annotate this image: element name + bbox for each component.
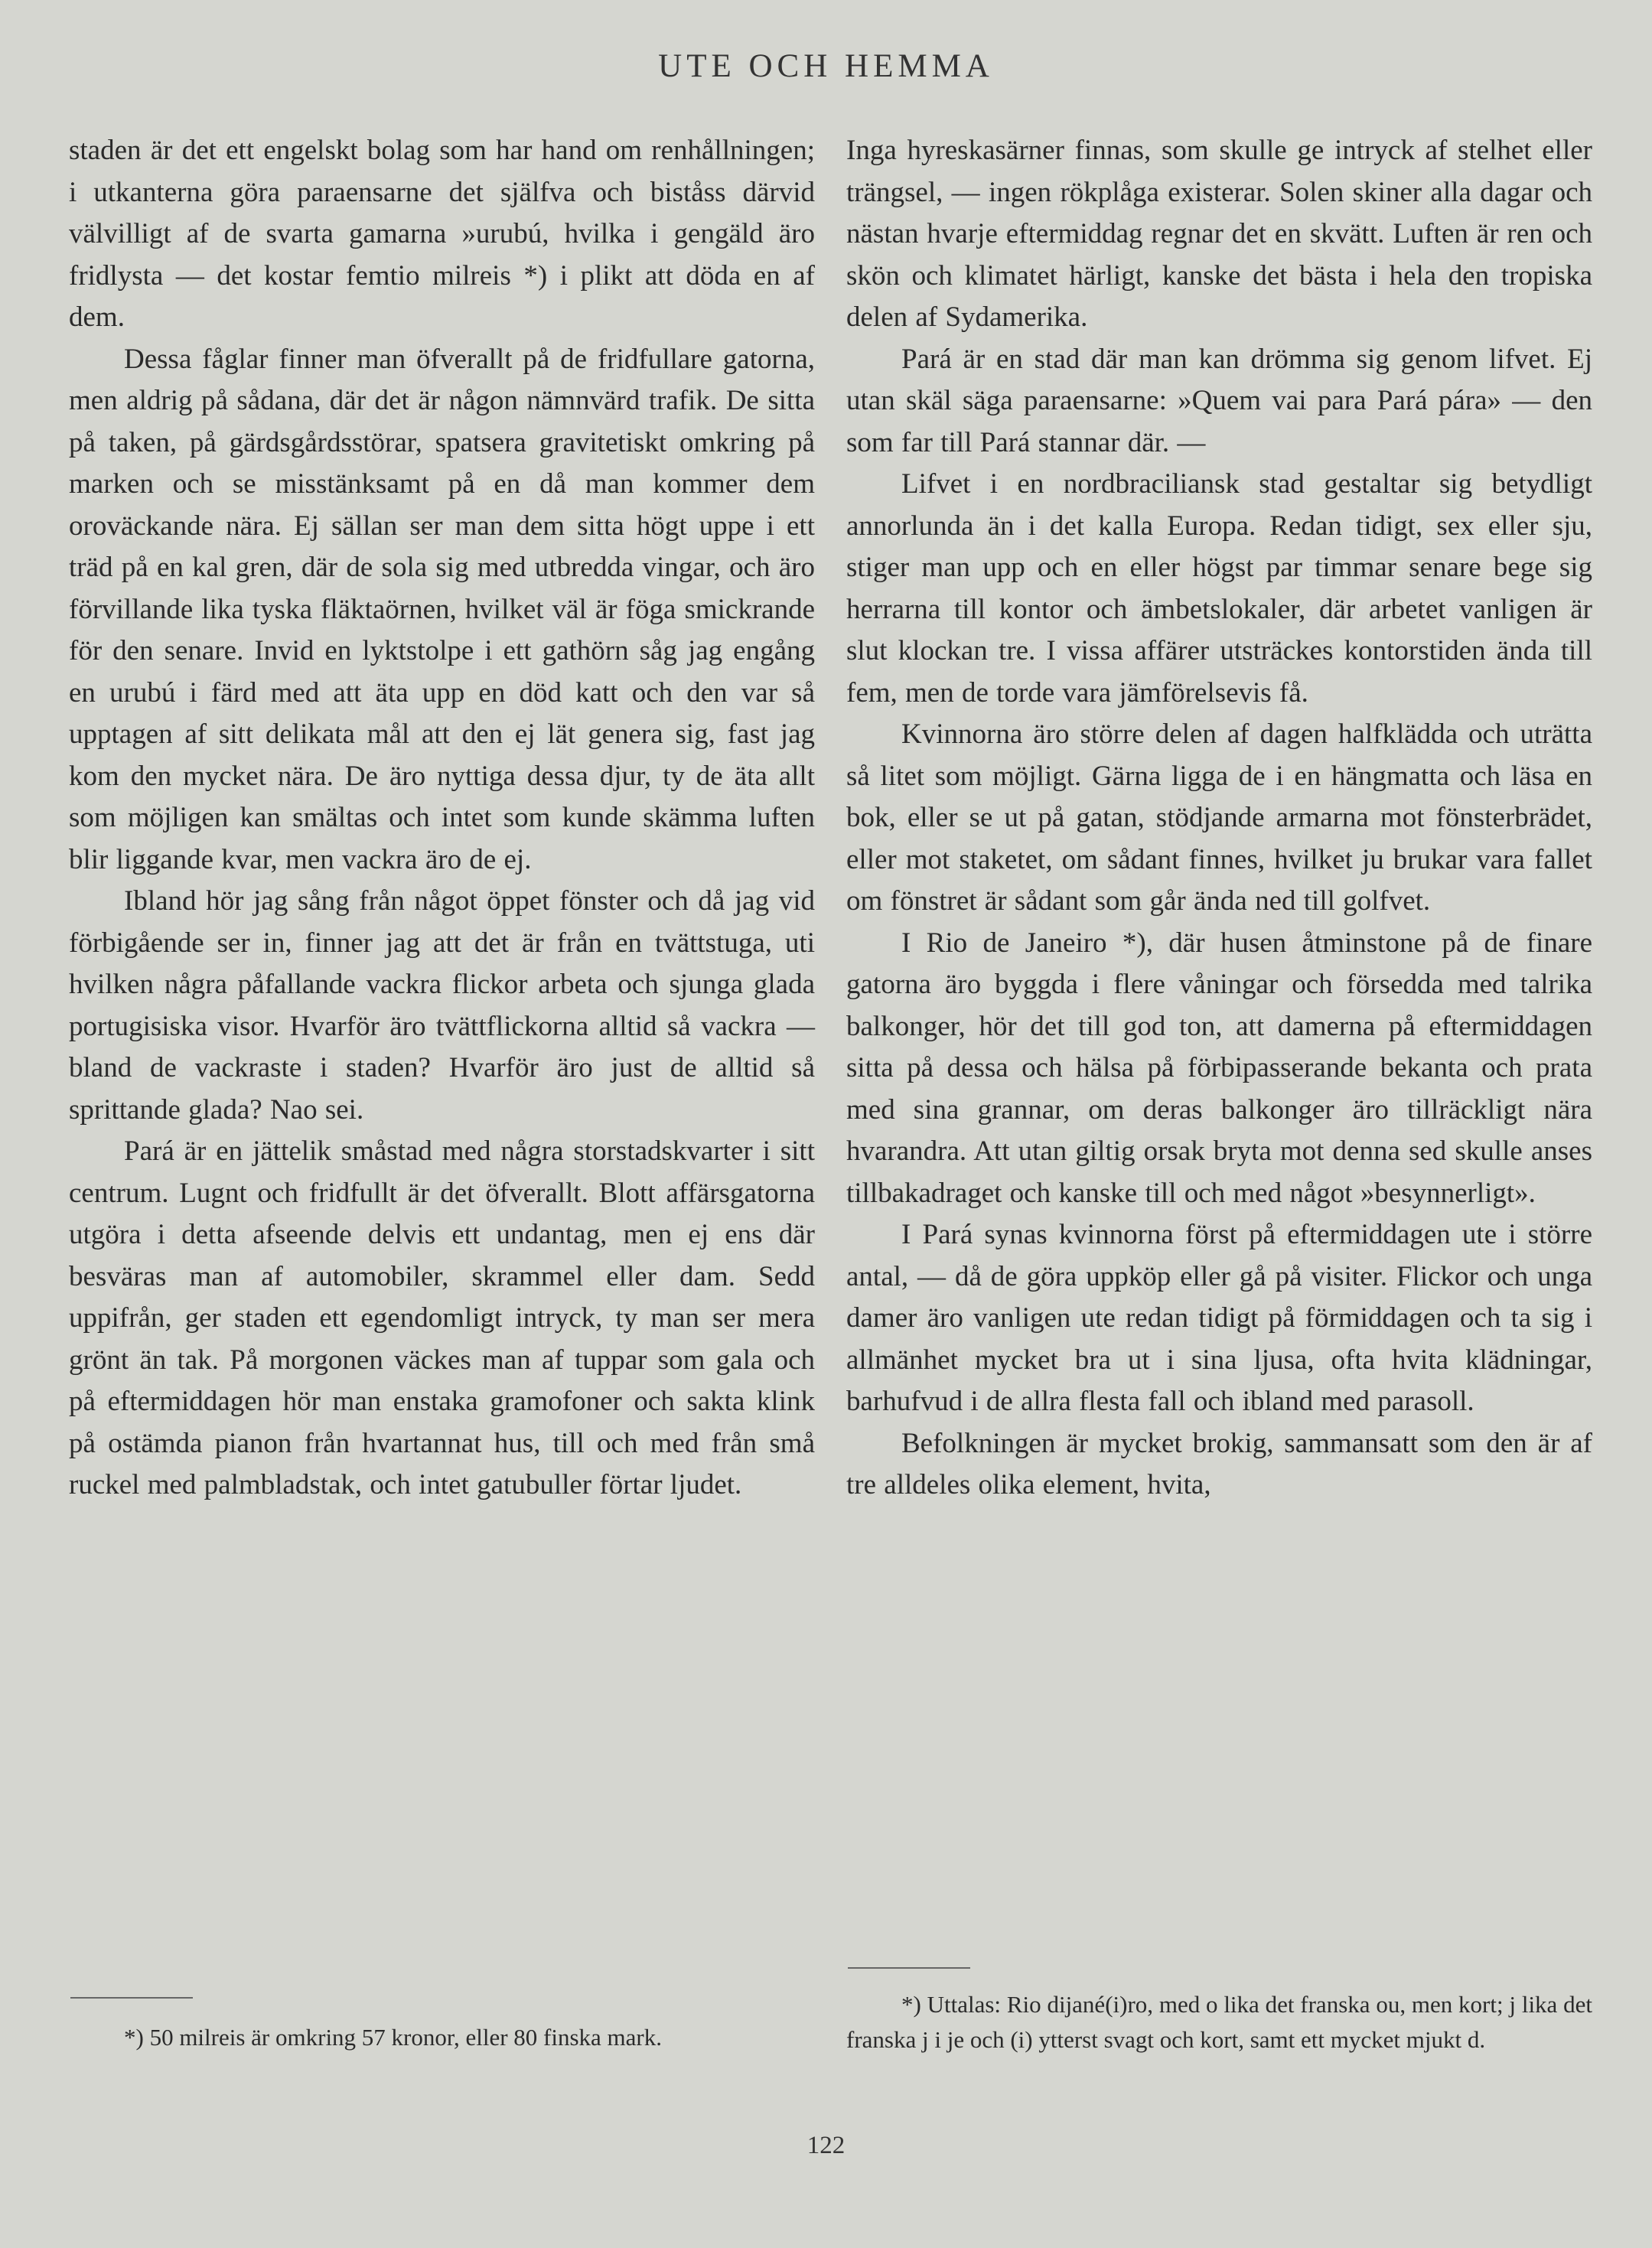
footnote-divider [848, 1967, 970, 1969]
paragraph: Pará är en jättelik småstad med några storstadskvarter i sitt centrum. Lugnt och fridfullt är det öfverallt. Blott affärsgatorna utgöra i detta afseende delvis ett undantag, men ej ens där besväras man af automobiler, skrammel eller dam. Sedd uppifrån, ger staden ett egendomligt intryck, ty man ser mera grönt än tak. På morgonen väckes man af tuppar som gala och på eftermiddagen hör man enstaka gramofoner och sakta klink på ostämda pianon från hvartannat hus, till och med från små ruckel med palmbladstak, och intet gatubuller förtar ljudet. [69, 1135, 815, 1500]
paragraph: Ibland hör jag sång från något öppet fönster och då jag vid förbigående ser in, finner jag att det är från en tvättstuga, uti hvilken några påfallande vackra flickor arbeta och sjunga glada portugisiska visor. Hvarför äro tvättflickorna alltid så vackra — bland de vackraste i staden? Hvarför äro just de alltid så sprittande glada? Nao sei. [69, 885, 815, 1126]
paragraph: Dessa fåglar finner man öfverallt på de fridfullare gatorna, men aldrig på sådana, där det är någon nämnvärd trafik. De sitta på taken, på gärdsgårdsstörar, spatsera gravitetiskt omkring på marken och se misstänksamt på en då man kommer dem oroväckande nära. Ej sällan ser man dem sitta högt uppe i ett träd på en kal gren, där de sola sig med utbredda vingar, och äro förvillande lika tyska fläktaörnen, hvilket väl är föga smickrande för den senare. Invid en lyktstolpe i ett gathörn såg jag engång en urubú i färd med att äta upp en död katt och den var så upptagen af sitt delikata mål att den ej lät genera sig, fast jag kom den mycket nära. De äro nyttiga dessa djur, ty de äta allt som möjligen kan smältas och intet som kunde skämma luften blir liggande kvar, men vackra äro de ej. [69, 343, 815, 875]
right-column [846, 130, 1592, 1507]
paragraph: Befolkningen är mycket brokig, sammansatt som den är af tre alldeles olika element, hvita, [846, 1427, 1592, 1500]
footnote-divider [70, 1997, 193, 1999]
paragraph: Kvinnorna äro större delen af dagen halfklädda och uträtta så litet som möjligt. Gärna ligga de i en hängmatta och läsa en bok, eller se ut på gatan, stödjande armarna mot fönsterbrädet, eller mot staketet, om sådant finnes, hvilket ju brukar vara fallet om fönstret är sådant som går ända ned till golfvet. [846, 718, 1592, 917]
paragraph: staden är det ett engelskt bolag som har hand om renhållningen; i utkanterna göra paraensarne det själfva och biståss därvid välvilligt af de svarta gamarna »urubú, hvilka i gengäld äro fridlysta — det kostar femtio milreis *) i plikt att döda en af dem. [69, 135, 815, 333]
running-header: UTE OCH HEMMA [658, 48, 994, 84]
page-number: 122 [806, 2132, 846, 2159]
paragraph: Inga hyreskasärner finnas, som skulle ge intryck af stelhet eller trängsel, — ingen rökplåga existerar. Solen skiner alla dagar och nästan hvarje eftermiddag regnar det en skvätt. Luften är ren och skön och klimatet härligt, kanske det bästa i hela den tropiska delen af Sydamerika. [846, 135, 1592, 333]
footnote-left: *) 50 milreis är omkring 57 kronor, eller 80 finska mark. [124, 2024, 662, 2051]
paragraph: Lifvet i en nordbraciliansk stad gestaltar sig betydligt annorlunda än i det kalla Europa. Redan tidigt, sex eller sju, stiger man upp och en eller högst par timmar senare bege sig herrarna till kontor och ämbetslokaler, där arbetet vanligen är slut klockan tre. I vissa affärer utsträckes kontorstiden ända till fem, men de torde vara jämförelsevis få. [846, 468, 1592, 709]
footnote-right: *) Uttalas: Rio dijané(i)ro, med o lika det franska ou, men kort; j lika det franska j i je och (i) ytterst svagt och kort, samt ett mycket mjukt d. [846, 1991, 1592, 2053]
paragraph: I Rio de Janeiro *), där husen åtminstone på de finare gatorna äro byggda i flere våningar och försedda med talrika balkonger, hör det till god ton, att damerna på eftermiddagen sitta på dessa och hälsa på förbipasserande bekanta och prata med sina grannar, om deras balkonger äro tillräckligt nära hvarandra. Att utan giltig orsak bryta mot denna sed skulle anses tillbakadraget och kanske till och med något »besynnerligt». [846, 927, 1592, 1209]
paragraph: I Pará synas kvinnorna först på eftermiddagen ute i större antal, — då de göra uppköp eller gå på visiter. Flickor och unga damer äro vanligen ute redan tidigt på förmiddagen och ta sig i allmänhet mycket bra ut i sina ljusa, ofta hvita klädningar, barhufvud i de allra flesta fall och ibland med parasoll. [846, 1219, 1592, 1417]
paragraph: Pará är en stad där man kan drömma sig genom lifvet. Ej utan skäl säga paraensarne: »Quem vai para Pará pára» — den som far till Pará stannar där. — [846, 343, 1592, 458]
left-column [69, 130, 815, 1507]
